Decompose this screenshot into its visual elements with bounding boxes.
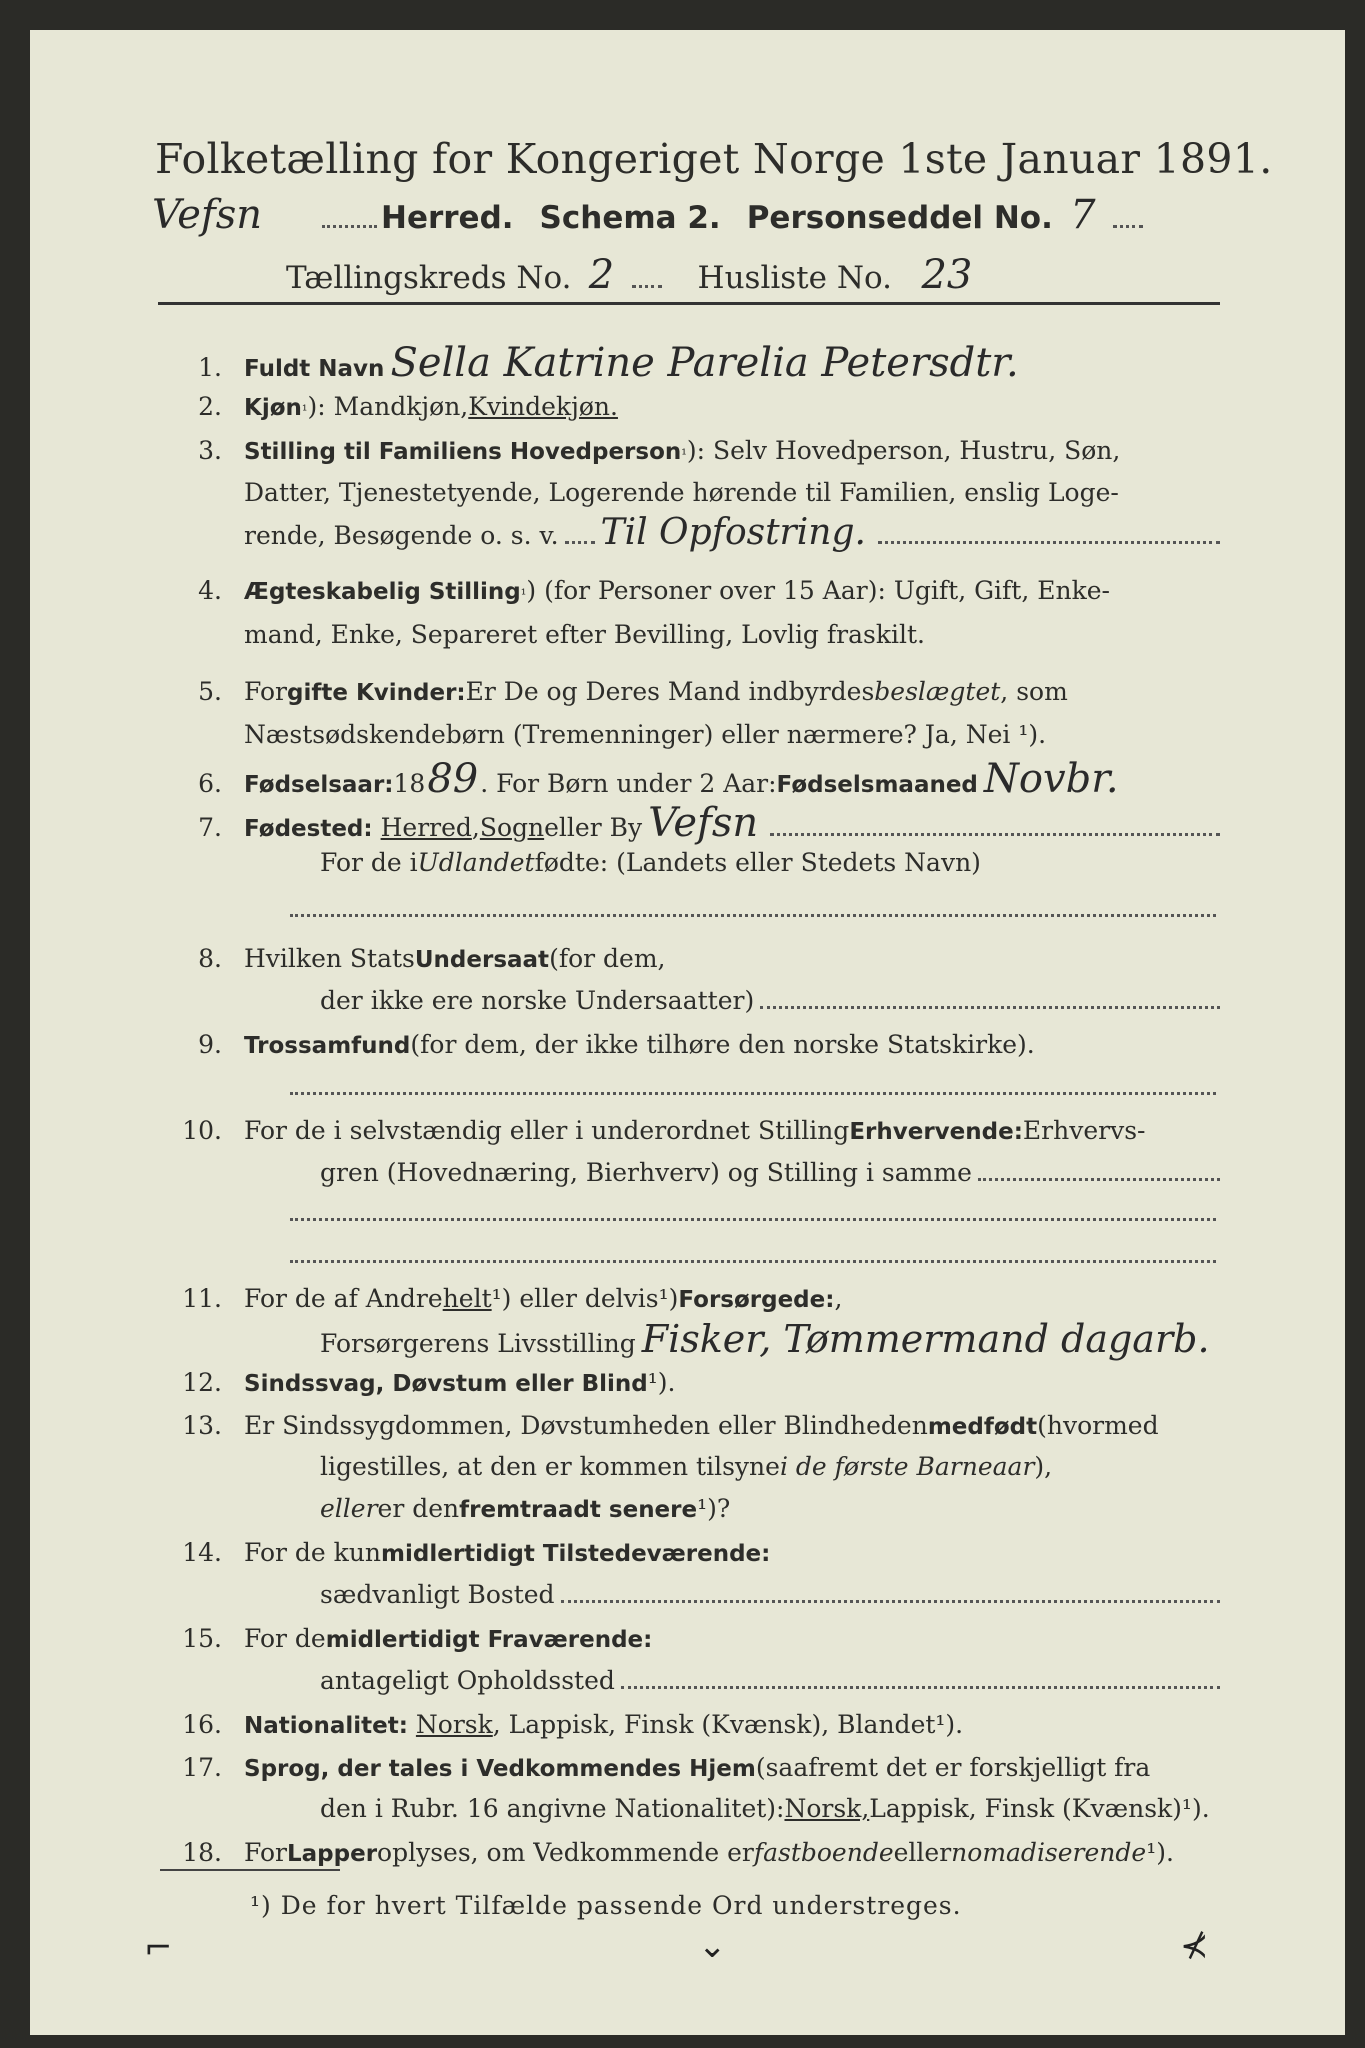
row-17 [160, 1753, 1220, 1784]
row-number: 5. [198, 677, 222, 706]
field-label: fremtraadt senere [459, 1497, 698, 1523]
row-3 [160, 436, 1220, 470]
field-text: Lappisk, Finsk (Kvænsk)¹). [869, 1794, 1210, 1823]
field-text: er den [377, 1494, 460, 1523]
field-label: Fødselsmaaned [776, 772, 978, 798]
dotted-fill [878, 533, 1220, 544]
field-label: Nationalitet: [244, 1713, 408, 1739]
dotted-fill [561, 1592, 1220, 1603]
field-text: (hvormed [1037, 1411, 1159, 1440]
row-7-line-2 [320, 848, 981, 878]
field-text: eller [893, 1838, 952, 1867]
row-8-line-2 [320, 986, 1220, 1016]
selected-option: Herred [380, 813, 472, 842]
field-text: Forsørgerens Livsstilling [320, 1329, 636, 1358]
field-text: antageligt Opholdssted [320, 1666, 615, 1695]
field-text: ): Mandkjøn, [307, 392, 469, 421]
center-mark-icon: ⌄ [698, 1926, 727, 1966]
row-16 [160, 1710, 1220, 1741]
field-text: der ikke ere norske Undersaatter) [320, 986, 755, 1015]
row-number: 2. [198, 392, 222, 421]
row-6 [160, 756, 1220, 802]
field-text: For de af Andre [244, 1284, 443, 1313]
selected-option: Norsk, [784, 1794, 870, 1823]
row-7 [160, 800, 1220, 846]
header-line-2 [286, 252, 1002, 298]
field-text-italic: Udlandet [417, 848, 535, 877]
row-number: 3. [198, 436, 222, 465]
row-number: 1. [198, 353, 222, 382]
field-label: Sindssvag, Døvstum eller Blind [244, 1371, 648, 1397]
field-label: Lapper [286, 1841, 378, 1867]
row-3-line-2: Datter, Tjenestetyende, Logerende hørende til Familien, enslig Loge- [244, 478, 1119, 507]
field-text: eller By [544, 813, 643, 842]
family-position-value: Til Opfostring. [600, 512, 866, 553]
field-text: 18 [393, 769, 426, 798]
field-label: midlertidigt Tilstedeværende: [381, 1541, 771, 1567]
field-label: Forsørgede: [678, 1287, 835, 1313]
field-text-italic: beslægtet [874, 677, 1001, 706]
dotted-fill [978, 1170, 1220, 1181]
field-text: For de i [320, 848, 418, 877]
row-3-line-3 [244, 512, 1220, 553]
field-label: Undersaat [414, 947, 550, 973]
row-17-line-2 [320, 1794, 1210, 1824]
footnote-rule [160, 1869, 340, 1871]
row-number: 16. [182, 1710, 222, 1739]
field-text: (for dem, [549, 944, 666, 973]
selected-option: Sogn [479, 813, 545, 842]
dotted-fill [1113, 213, 1143, 228]
field-text: For de kun [244, 1538, 382, 1567]
field-text: oplyses, om Vedkommende er [377, 1838, 754, 1867]
row-number: 17. [182, 1753, 222, 1782]
field-label: Ægteskabelig Stilling [244, 579, 521, 605]
field-label: Fødested: [244, 816, 373, 842]
footnote-mark: ¹ [301, 403, 308, 419]
row-number: 12. [182, 1368, 222, 1397]
field-text: , som [1000, 677, 1068, 706]
field-text: For [244, 677, 287, 706]
field-text: . For Børn under 2 Aar: [480, 769, 777, 798]
field-text: ): Selv Hovedperson, Hustru, Søn, [686, 436, 1121, 465]
row-13-line-3 [320, 1494, 730, 1525]
field-label: Kjøn [244, 395, 302, 421]
row-8 [160, 944, 1220, 975]
personseddel-label: Personseddel No. [746, 200, 1053, 236]
row-14-line-2 [320, 1580, 1220, 1610]
dotted-fill [632, 273, 662, 288]
field-text: Er De og Deres Mand indbyrdes [465, 677, 875, 706]
row-9 [160, 1030, 1220, 1061]
row-number: 8. [198, 944, 222, 973]
field-text: den i Rubr. 16 angivne Nationalitet): [320, 1794, 785, 1823]
field-text: fødte: (Landets eller Stedets Navn) [534, 848, 981, 877]
field-text: ) (for Personer over 15 Aar): Ugift, Gift, Enke- [526, 576, 1110, 605]
selected-option: helt [442, 1284, 492, 1313]
field-text: ¹). [1146, 1838, 1174, 1867]
footnote-mark: ¹ [520, 587, 527, 603]
field-label: midlertidigt Fraværende: [325, 1627, 653, 1653]
schema-label: Schema 2. [539, 200, 721, 236]
field-text: ¹). [647, 1368, 676, 1397]
field-label: Erhvervende: [849, 1119, 1023, 1145]
row-2 [160, 392, 1220, 426]
corner-mark-icon: ⌐ [144, 1928, 173, 1968]
row-4 [160, 576, 1220, 610]
dotted-fill [621, 1678, 1220, 1689]
full-name-value: Sella Katrine Parelia Petersdtr. [390, 340, 1019, 386]
field-text: ¹)? [697, 1494, 731, 1523]
row-number: 11. [182, 1284, 222, 1313]
row-number: 15. [182, 1624, 222, 1653]
census-form-page [30, 30, 1345, 2035]
corner-mark-icon: ⊀ [1180, 1926, 1209, 1966]
row-13-line-2 [320, 1452, 1052, 1482]
field-text: Hvilken Stats [244, 944, 415, 973]
field-text: For de i selvstændig eller i underordnet Stilling [244, 1116, 850, 1145]
row-1 [160, 340, 1220, 386]
selected-option: Kvindekjøn. [468, 392, 618, 421]
field-text-italic: fastboende [753, 1838, 894, 1867]
footnote: ¹) De for hvert Tilfælde passende Ord understreges. [250, 1891, 962, 1920]
row-number: 7. [198, 813, 222, 842]
header-rule [158, 302, 1220, 305]
row-18 [160, 1838, 1220, 1869]
row-15-line-2 [320, 1666, 1220, 1696]
row-number: 13. [182, 1411, 222, 1440]
field-label: Sprog, der tales i Vedkommendes Hjem [244, 1756, 756, 1782]
blank-line [290, 1258, 1216, 1263]
field-text-italic: nomadiserende [951, 1838, 1147, 1867]
row-11-line-2 [320, 1317, 1216, 1361]
field-label: Trossamfund [244, 1033, 411, 1059]
field-text: (for dem, der ikke tilhøre den norske Statskirke). [410, 1030, 1035, 1059]
row-11 [160, 1284, 1220, 1315]
row-number: 10. [182, 1116, 222, 1145]
field-label: Stilling til Familiens Hovedperson [244, 439, 682, 465]
header-line-1 [152, 192, 1143, 238]
field-text: For de [244, 1624, 326, 1653]
dotted-fill [565, 529, 595, 544]
blank-line [290, 912, 1216, 917]
field-text: , Lappisk, Finsk (Kvænsk), Blandet¹). [492, 1710, 964, 1739]
selected-option: Norsk [415, 1710, 493, 1739]
footnote-mark: ¹ [681, 447, 687, 463]
row-5 [160, 677, 1220, 708]
field-text: (saafremt det er forskjelligt fra [755, 1753, 1151, 1782]
field-text: ¹) eller delvis¹) [491, 1284, 679, 1313]
herred-label: Herred. [381, 200, 514, 236]
row-number: 18. [182, 1838, 222, 1867]
field-text: Erhvervs- [1022, 1116, 1146, 1145]
field-text: ligestilles, at den er kommen tilsyne [320, 1452, 780, 1481]
row-number: 6. [198, 769, 222, 798]
provider-occupation-value: Fisker, Tømmermand dagarb. [641, 1317, 1210, 1361]
birth-month-value: Novbr. [983, 756, 1119, 802]
blank-line [290, 1216, 1216, 1221]
row-4-line-2: mand, Enke, Separeret efter Bevilling, Lovlig fraskilt. [244, 620, 925, 649]
kreds-value: 2 [588, 252, 615, 298]
kreds-label: Tællingskreds No. [286, 260, 572, 296]
field-text: sædvanligt Bosted [320, 1580, 555, 1609]
row-10-line-2 [320, 1158, 1220, 1188]
herred-value: Vefsn [152, 192, 262, 238]
row-number: 14. [182, 1538, 222, 1567]
row-10 [160, 1116, 1220, 1147]
row-5-line-2: Næstsødskendebørn (Tremenninger) eller nærmere? Ja, Nei ¹). [244, 720, 1047, 749]
field-text-italic: i de første Barneaar [779, 1452, 1035, 1481]
husliste-value: 23 [921, 252, 973, 298]
row-15 [160, 1624, 1220, 1655]
field-text: Er Sindssygdommen, Døvstumheden eller Blindheden [244, 1411, 928, 1440]
dotted-fill [770, 825, 1220, 836]
field-text-italic: eller [320, 1494, 378, 1523]
field-text: For [244, 1838, 287, 1867]
birth-year-value: 89 [427, 756, 479, 802]
field-label: gifte Kvinder: [286, 680, 466, 706]
row-13 [160, 1411, 1220, 1442]
row-number: 9. [198, 1030, 222, 1059]
personseddel-value: 7 [1070, 192, 1096, 238]
birthplace-value: Vefsn [648, 800, 759, 846]
row-12 [160, 1368, 1220, 1399]
field-text: , [471, 813, 480, 842]
husliste-label: Husliste No. [697, 260, 892, 296]
field-text: gren (Hovednæring, Bierhverv) og Stilling i samme [320, 1158, 972, 1187]
form-title: Folketælling for Kongeriget Norge 1ste Januar 1891. [155, 135, 1273, 183]
field-label: Fuldt Navn [244, 356, 385, 382]
dotted-fill [322, 213, 377, 228]
row-14 [160, 1538, 1220, 1569]
dotted-fill [760, 998, 1220, 1009]
field-label: medfødt [927, 1414, 1038, 1440]
field-label: Fødselsaar: [244, 772, 394, 798]
field-text: , [834, 1284, 843, 1313]
field-text: rende, Besøgende o. s. v. [244, 521, 559, 550]
blank-line [290, 1090, 1216, 1095]
field-text: ), [1034, 1452, 1053, 1481]
row-number: 4. [198, 576, 222, 605]
